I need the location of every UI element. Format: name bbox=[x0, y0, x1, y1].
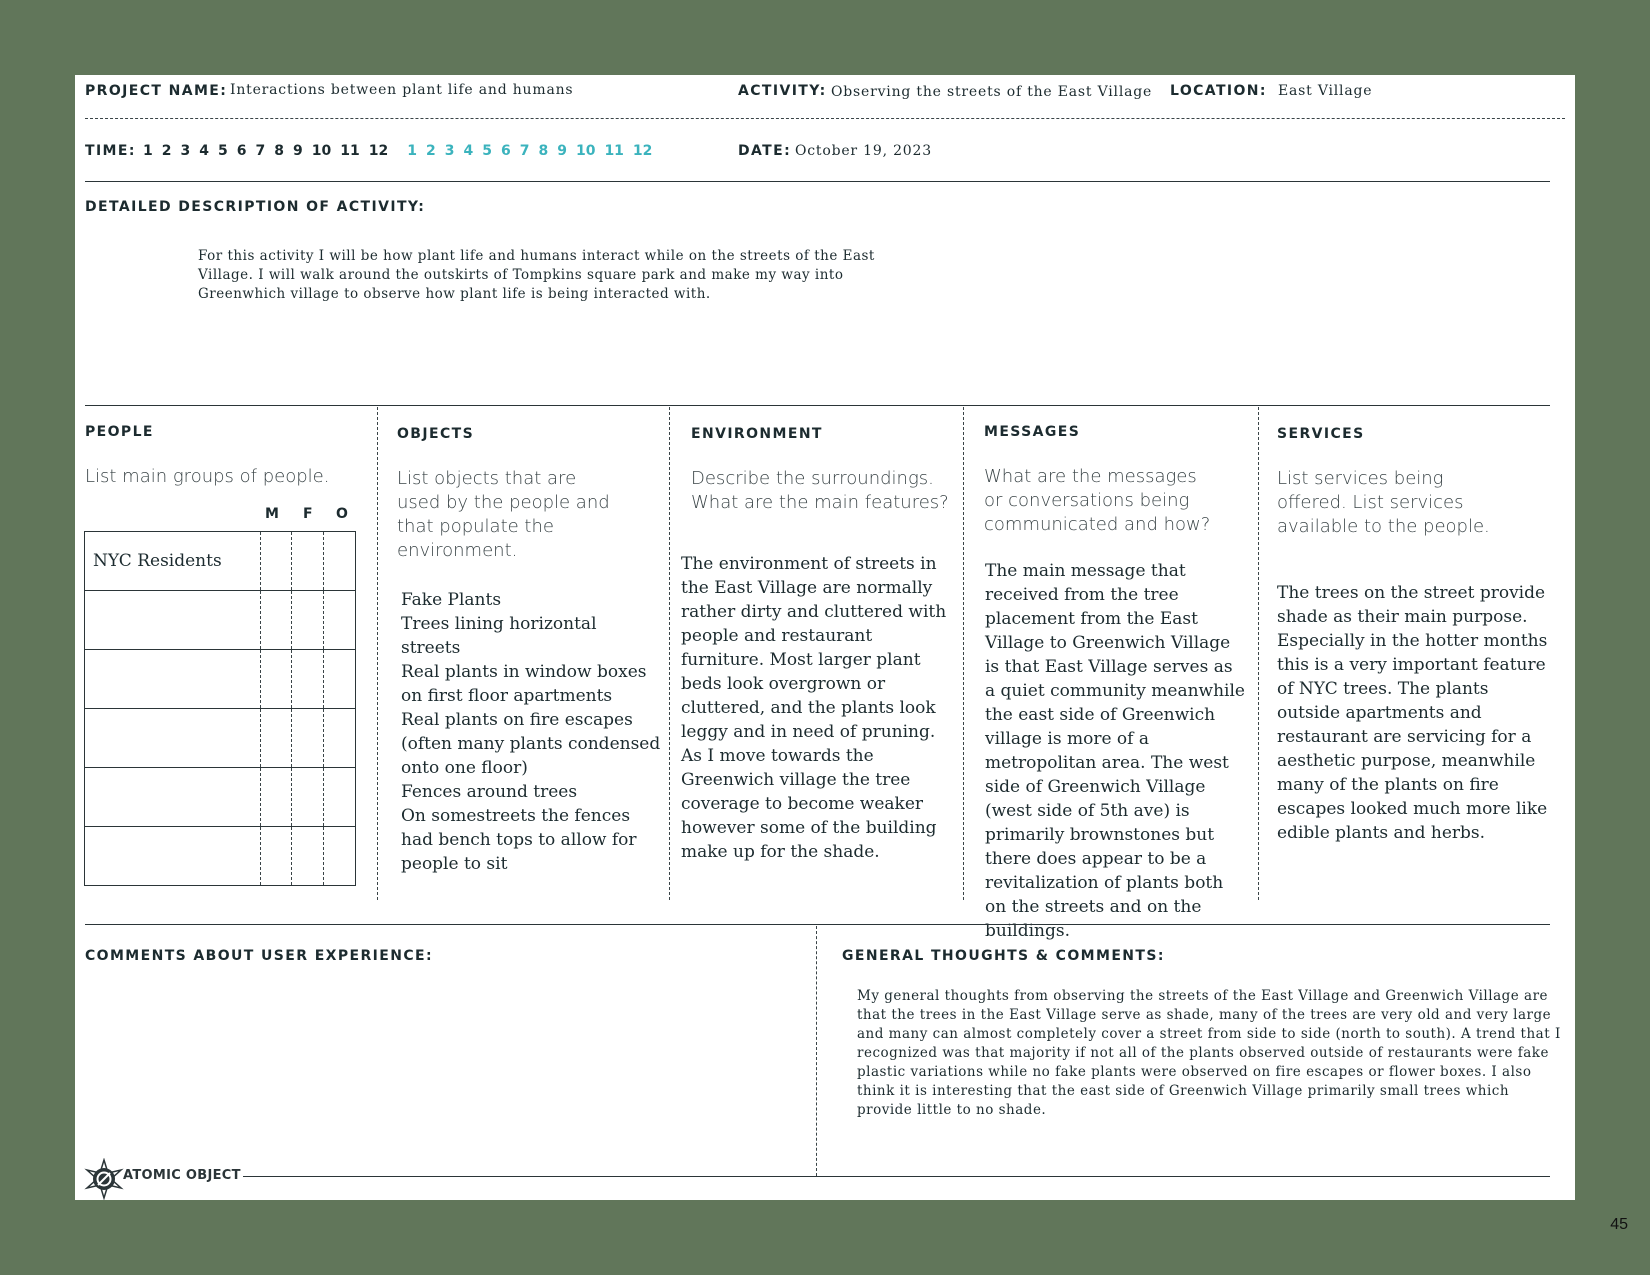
time-pm-hour[interactable]: 8 bbox=[538, 143, 549, 159]
mfo-male: M bbox=[265, 506, 279, 522]
header-divider bbox=[85, 181, 1550, 182]
time-am-hour[interactable]: 9 bbox=[293, 143, 303, 159]
people-female-cell[interactable] bbox=[292, 709, 324, 768]
objects-list bbox=[401, 588, 661, 876]
people-label: PEOPLE bbox=[85, 424, 154, 440]
people-other-cell[interactable] bbox=[324, 591, 356, 650]
mfo-other: O bbox=[336, 506, 348, 522]
objects-list-item: On somestreets the fences had bench tops to allow for people to sit bbox=[401, 806, 637, 874]
time-pm-hour[interactable]: 2 bbox=[425, 143, 436, 159]
time-am-hour[interactable]: 10 bbox=[311, 143, 332, 159]
people-table bbox=[84, 531, 356, 886]
project-name-value: Interactions between plant life and humans bbox=[230, 82, 574, 98]
general-comments-text: My general thoughts from observing the streets of the East Village and Greenwich Village are that the trees in the East Village serve as shade, many of the trees are very old and very large and many can almost completely cover a street from side to side (north to south). A trend that I recognized was that majority if not all of the plants observed outside of restaurants were fake plastic variations while no fake plants were observed on fire escapes or flower boxes. I also think it is interesting that the east side of Greenwich Village primarily small trees which provide little to no shade. bbox=[857, 988, 1561, 1118]
time-am-hour[interactable]: 11 bbox=[340, 143, 360, 159]
people-group-cell[interactable]: NYC Residents bbox=[93, 551, 222, 571]
time-pm-hour[interactable]: 7 bbox=[519, 143, 530, 159]
people-group-cell[interactable] bbox=[85, 709, 261, 768]
time-pm-hour[interactable]: 12 bbox=[632, 143, 653, 159]
project-name-label: PROJECT NAME: bbox=[85, 83, 228, 99]
people-female-cell[interactable] bbox=[292, 827, 324, 886]
time-pm-hour[interactable]: 4 bbox=[463, 143, 474, 159]
time-am-hour[interactable]: 4 bbox=[199, 143, 209, 159]
people-row bbox=[85, 591, 356, 650]
date-value: October 19, 2023 bbox=[795, 143, 932, 159]
brand-name: ATOMIC OBJECT bbox=[123, 1168, 241, 1183]
objects-list-item: Fake Plants bbox=[401, 590, 502, 610]
observation-sheet bbox=[75, 75, 1575, 1200]
general-comments-label: GENERAL THOUGHTS & COMMENTS: bbox=[842, 948, 1165, 964]
header-divider-dashed bbox=[85, 118, 1565, 119]
people-female-cell[interactable] bbox=[292, 650, 324, 709]
time-am-hour[interactable]: 2 bbox=[161, 143, 172, 159]
people-group-cell[interactable] bbox=[85, 591, 261, 650]
activity-value: Observing the streets of the East Village bbox=[831, 84, 1153, 100]
people-prompt: List main groups of people. bbox=[85, 466, 330, 487]
footer-divider bbox=[243, 1176, 1550, 1177]
location-label: LOCATION: bbox=[1170, 83, 1267, 99]
time-pm-hour[interactable]: 9 bbox=[557, 143, 567, 159]
environment-prompt: Describe the surroundings. What are the main features? bbox=[691, 468, 949, 513]
people-other-cell[interactable] bbox=[324, 827, 356, 886]
people-female-cell[interactable] bbox=[292, 768, 324, 827]
time-am-hour[interactable]: 6 bbox=[236, 143, 247, 159]
people-male-cell[interactable] bbox=[260, 827, 292, 886]
messages-text: The main message that received from the tree placement from the East Village to Greenwich Village is that East Village serves as a quiet community meanwhile the east side of Greenwich village is more of a metropolitan area. The west side of Greenwich Village (west side of 5th ave) is primarily brownstones but there does appear to be a revitalization of plants both on the streets and on the buildings. bbox=[985, 561, 1245, 941]
messages-label: MESSAGES bbox=[984, 424, 1081, 440]
objects-list-item: Real plants on fire escapes (often many plants condensed onto one floor) bbox=[401, 710, 661, 778]
people-other-cell[interactable] bbox=[324, 532, 356, 591]
services-text: The trees on the street provide shade as their main purpose. Especially in the hotter months this is a very important feature of NYC trees. The plants outside apartments and restaurant are servicing for a aesthetic purpose, meanwhile many of the plants on fire escapes looked much more like edible plants and herbs. bbox=[1277, 583, 1548, 843]
time-pm-hour[interactable]: 3 bbox=[444, 143, 455, 159]
time-label: TIME: bbox=[85, 143, 136, 159]
environment-text: The environment of streets in the East Village are normally rather dirty and cluttered with people and restaurant furniture. Most larger plant beds look overgrown or cluttered, and the plants look leggy and in need of pruning. As I move towards the Greenwich village the tree coverage to become weaker however some of the building make up for the shade. bbox=[681, 554, 947, 862]
people-group-cell[interactable] bbox=[85, 768, 261, 827]
column-divider bbox=[1258, 407, 1259, 900]
people-group-cell[interactable] bbox=[85, 827, 261, 886]
time-am-hour[interactable]: 3 bbox=[180, 143, 191, 159]
environment-label: ENVIRONMENT bbox=[691, 426, 823, 442]
activity-label: ACTIVITY: bbox=[738, 83, 827, 99]
objects-list-item: Trees lining horizontal streets bbox=[401, 614, 597, 658]
objects-list-item: Real plants in window boxes on first floor apartments bbox=[401, 662, 647, 706]
people-other-cell[interactable] bbox=[324, 709, 356, 768]
people-other-cell[interactable] bbox=[324, 768, 356, 827]
description-text: For this activity I will be how plant life and humans interact while on the streets of the East Village. I will walk around the outskirts of Tompkins square park and make my way into Greenwhich village to observe how plant life is being interacted with. bbox=[198, 248, 875, 302]
people-male-cell[interactable] bbox=[260, 591, 292, 650]
atomic-object-logo-icon bbox=[83, 1158, 125, 1200]
objects-prompt: List objects that are used by the people and that populate the environment. bbox=[397, 468, 610, 561]
column-divider bbox=[963, 407, 964, 900]
time-hours bbox=[143, 143, 661, 159]
columns-bottom-divider bbox=[85, 924, 1550, 925]
date-label: DATE: bbox=[738, 143, 792, 159]
people-row bbox=[85, 532, 356, 591]
objects-label: OBJECTS bbox=[397, 426, 475, 442]
people-male-cell[interactable] bbox=[260, 768, 292, 827]
time-am-hour[interactable]: 1 bbox=[143, 143, 153, 159]
people-row bbox=[85, 768, 356, 827]
time-am-hour[interactable]: 12 bbox=[368, 143, 389, 159]
description-label: DETAILED DESCRIPTION OF ACTIVITY: bbox=[85, 199, 426, 215]
location-value: East Village bbox=[1278, 83, 1373, 99]
objects-list-item: Fences around trees bbox=[401, 782, 578, 802]
time-pm-hour[interactable]: 10 bbox=[575, 143, 596, 159]
services-prompt: List services being offered. List services available to the people. bbox=[1277, 468, 1490, 537]
column-divider bbox=[377, 407, 378, 900]
columns-top-divider bbox=[85, 405, 1550, 406]
people-other-cell[interactable] bbox=[324, 650, 356, 709]
time-pm-hour[interactable]: 11 bbox=[604, 143, 624, 159]
ux-comments-label: COMMENTS ABOUT USER EXPERIENCE: bbox=[85, 948, 433, 964]
people-row bbox=[85, 650, 356, 709]
people-male-cell[interactable] bbox=[260, 650, 292, 709]
people-row bbox=[85, 827, 356, 886]
people-row bbox=[85, 709, 356, 768]
time-pm-hour[interactable]: 5 bbox=[482, 143, 492, 159]
comments-divider bbox=[816, 926, 817, 1176]
people-male-cell[interactable] bbox=[260, 709, 292, 768]
time-pm-hour[interactable]: 1 bbox=[407, 143, 417, 159]
time-am-hour[interactable]: 7 bbox=[255, 143, 266, 159]
services-label: SERVICES bbox=[1277, 426, 1365, 442]
time-am-hour[interactable]: 5 bbox=[218, 143, 228, 159]
page-number: 45 bbox=[1610, 1216, 1628, 1233]
time-am-hour[interactable]: 8 bbox=[274, 143, 284, 159]
people-group-cell[interactable] bbox=[85, 650, 261, 709]
people-male-cell[interactable] bbox=[260, 532, 292, 591]
time-pm-hour[interactable]: 6 bbox=[500, 143, 511, 159]
people-female-cell[interactable] bbox=[292, 591, 324, 650]
messages-prompt: What are the messages or conversations being communicated and how? bbox=[984, 466, 1211, 535]
mfo-female: F bbox=[303, 506, 313, 522]
people-female-cell[interactable] bbox=[292, 532, 324, 591]
column-divider bbox=[669, 407, 670, 900]
